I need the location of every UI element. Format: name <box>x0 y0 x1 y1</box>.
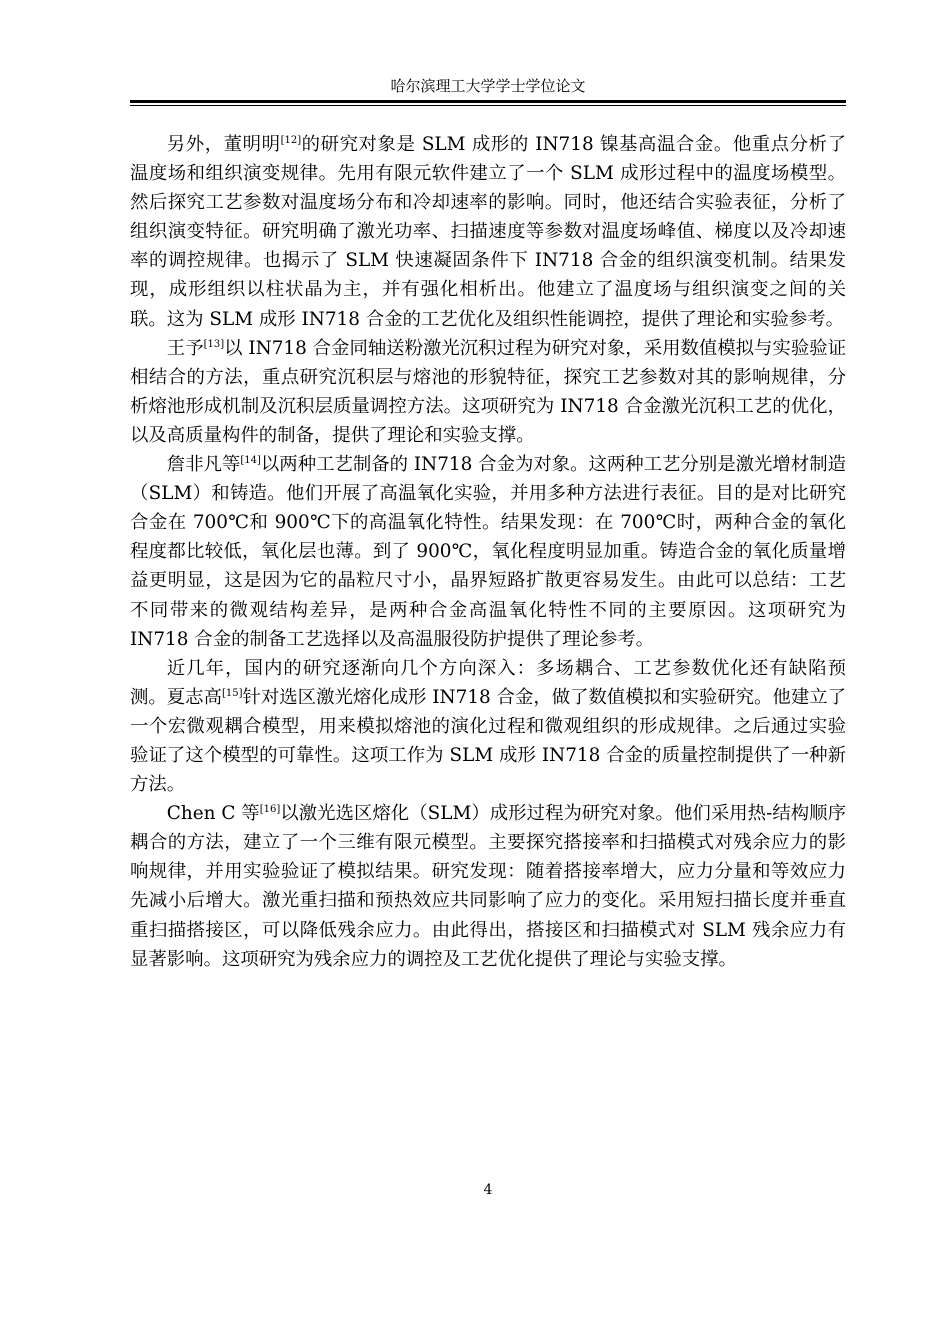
header-rule-thin <box>130 105 846 106</box>
citation-13: [13] <box>203 338 225 350</box>
paragraph-text: 针对选区激光熔化成形 IN718 合金，做了数值模拟和实验研究。他建立了一个宏微观耦合模型，用来模拟熔池的演化过程和微观组织的形成规律。之后通过实验验证了这个模型的可靠性。这项工作为 SLM 成形 IN718 合金的质量控制提供了一种新方法。 <box>130 686 846 796</box>
citation-12: [12] <box>280 135 302 146</box>
paragraph-zhan-feifan <box>130 450 846 654</box>
paragraph-text: 的研究对象是 SLM 成形的 IN718 镍基高温合金。他重点分析了温度场和组织演变规律。先用有限元软件建立了一个 SLM 成形过程中的温度场模型。然后探究工艺参数对温度场分布和冷却速率的影响。同时，他还结合实验表征，分析了组织演变特征。研究明确了激光功率、扫描速度等参数对温度场峰值、梯度以及冷却速率的调控规律。也揭示了 SLM 快速凝固条件下 IN718 合金的组织演变机制。结果发现，成形组织以柱状晶为主，并有强化相析出。他建立了温度场与组织演变之间的关联。这为 SLM 成形 IN718 合金的工艺优化及组织性能调控，提供了理论和实验参考。 <box>130 134 846 330</box>
citation-15: [15] <box>221 687 243 699</box>
page-number: 4 <box>483 1182 493 1198</box>
paragraph-chen-c <box>130 799 846 974</box>
body-text <box>130 130 846 974</box>
paragraph-xia-zhigao <box>130 654 846 799</box>
citation-14: [14] <box>240 455 261 467</box>
paragraph-text: 以激光选区熔化（SLM）成形过程为研究对象。他们采用热-结构顺序耦合的方法，建立了一个三维有限元模型。主要探究搭接率和扫描模式对残余应力的影响规律，并用实验验证了模拟结果。研究发现：随着搭接率增大，应力分量和等效应力先减小后增大。激光重扫描和预热效应共同影响了应力的变化。采用短扫描长度并垂直重扫描搭接区，可以降低残余应力。由此得出，搭接区和扫描模式对 SLM 残余应力有显著影响。这项研究为残余应力的调控及工艺优化提供了理论与实验支撑。 <box>130 803 846 970</box>
paragraph-text: 以 IN718 合金同轴送粉激光沉积过程为研究对象，采用数值模拟与实验验证相结合的方法，重点研究沉积层与熔池的形貌特征，探究工艺参数对其的影响规律，分析熔池形成机制及沉积层质量调控方法。这项研究为 IN718 合金激光沉积工艺的优化，以及高质量构件的制备，提供了理论和实验支撑。 <box>130 337 846 446</box>
page-header-title: 哈尔滨理工大学学士学位论文 <box>390 77 586 95</box>
paragraph-text: 近几年，国内的研究逐渐向几个方向深入：多场耦合、工艺参数优化还有缺陷预测。夏志高 <box>130 657 846 708</box>
paragraph-text: 王予 <box>166 337 204 359</box>
paragraph-text: 以两种工艺制备的 IN718 合金为对象。这两种工艺分别是激光增材制造（SLM）和铸造。他们开展了高温氧化实验，并用多种方法进行表征。目的是对比研究合金在 700℃和 900℃下的高温氧化特性。结果发现：在 700℃时，两种合金的氧化程度都比较低，氧化层也薄。到了 900℃，氧化程度明显加重。铸造合金的氧化质量增益更明显，这是因为它的晶粒尺寸小，晶界短路扩散更容易发生。由此可以总结：工艺不同带来的微观结构差异，是两种合金高温氧化特性不同的主要原因。这项研究为 IN718 合金的制备工艺选择以及高温服役防护提供了理论参考。 <box>130 454 846 650</box>
paragraph-wang-yu <box>130 334 846 450</box>
paragraph-text: 詹非凡等 <box>166 454 241 476</box>
paragraph-text: 另外，董明明 <box>166 134 281 155</box>
citation-16: [16] <box>259 804 281 816</box>
paragraph-dong-mingming <box>130 130 846 334</box>
header-rule-thick <box>130 100 846 103</box>
paragraph-text: Chen C 等 <box>166 803 260 825</box>
